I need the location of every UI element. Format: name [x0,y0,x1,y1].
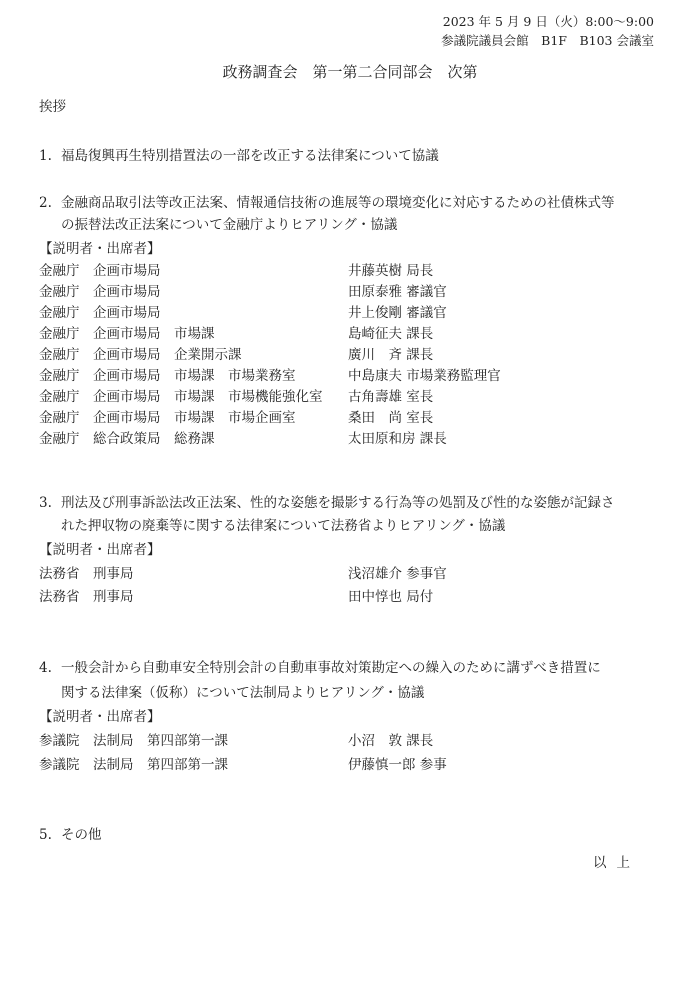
attendee-person: 太田原和房 課長 [348,431,447,447]
greeting: 挨拶 [39,99,66,115]
attendee-org: 法務省 刑事局 [39,566,134,582]
item-text-continuation: れた押収物の廃棄等に関する法律案について法務省よりヒアリング・協議 [61,518,506,534]
attendee-org: 金融庁 企画市場局 市場課 市場業務室 [39,368,296,384]
attendee-person: 桑田 尚 室長 [348,410,434,426]
agenda-item-1 [39,144,439,164]
attendee-person: 小沼 敦 課長 [348,733,434,749]
attendee-org: 金融庁 企画市場局 [39,305,161,321]
item-number: 4. [39,660,52,676]
item-text: 一般会計から自動車安全特別会計の自動車事故対策勘定への繰入のために講ずべき措置に [61,660,601,676]
attendee-person: 浅沼雄介 参事官 [348,566,447,582]
item-number: 5. [39,827,52,843]
item-number: 1. [39,148,52,164]
item-text: 刑法及び刑事訴訟法改正法案、性的な姿態を撮影する行為等の処罰及び性的な姿態が記録さ [61,495,615,511]
attendee-person: 田中惇也 局付 [348,589,434,605]
attendee-person: 井藤英樹 局長 [348,263,434,279]
attendee-org: 金融庁 企画市場局 市場課 市場機能強化室 [39,389,323,405]
agenda-item-4 [39,656,601,676]
agenda-item-5 [39,823,102,843]
attendee-org: 参議院 法制局 第四部第一課 [39,757,228,773]
attendee-person: 井上俊剛 審議官 [348,305,447,321]
attendee-person: 中島康夫 市場業務監理官 [348,368,501,384]
attendee-person: 田原泰雅 審議官 [348,284,447,300]
attendees-heading: 【説明者・出席者】 [39,542,161,558]
item-text-continuation: 関する法律案（仮称）について法制局よりヒアリング・協議 [61,685,425,701]
attendee-person: 古角壽雄 室長 [348,389,434,405]
item-text: 福島復興再生特別措置法の一部を改正する法律案について協議 [61,148,439,164]
attendee-org: 金融庁 総合政策局 総務課 [39,431,215,447]
attendee-org: 金融庁 企画市場局 市場課 市場企画室 [39,410,296,426]
attendee-person: 廣川 斉 課長 [348,347,434,363]
attendee-org: 金融庁 企画市場局 [39,263,161,279]
item-number: 2. [39,195,52,211]
agenda-item-3 [39,491,615,511]
item-text: その他 [61,827,102,843]
attendee-org: 法務省 刑事局 [39,589,134,605]
item-text: 金融商品取引法等改正法案、情報通信技術の進展等の環境変化に対応するための社債株式等 [61,195,615,211]
page-title: 政務調査会 第一第二合同部会 次第 [222,63,478,81]
attendee-person: 伊藤慎一郎 参事 [348,757,447,773]
attendee-org: 金融庁 企画市場局 市場課 [39,326,215,342]
item-text-continuation: の振替法改正法案について金融庁よりヒアリング・協議 [61,217,398,233]
meeting-datetime: 2023 年 5 月 9 日（火）8:00～9:00 [442,14,654,29]
closing-mark: 以上 [593,855,640,871]
agenda-item-2 [39,191,615,211]
attendees-heading: 【説明者・出席者】 [39,241,161,257]
attendees-heading: 【説明者・出席者】 [39,709,161,725]
attendee-person: 島崎征夫 課長 [348,326,434,342]
attendee-org: 金融庁 企画市場局 企業開示課 [39,347,242,363]
item-number: 3. [39,495,52,511]
meeting-location: 参議院議員会館 B1F B103 会議室 [441,33,654,48]
attendee-org: 金融庁 企画市場局 [39,284,161,300]
attendee-org: 参議院 法制局 第四部第一課 [39,733,228,749]
